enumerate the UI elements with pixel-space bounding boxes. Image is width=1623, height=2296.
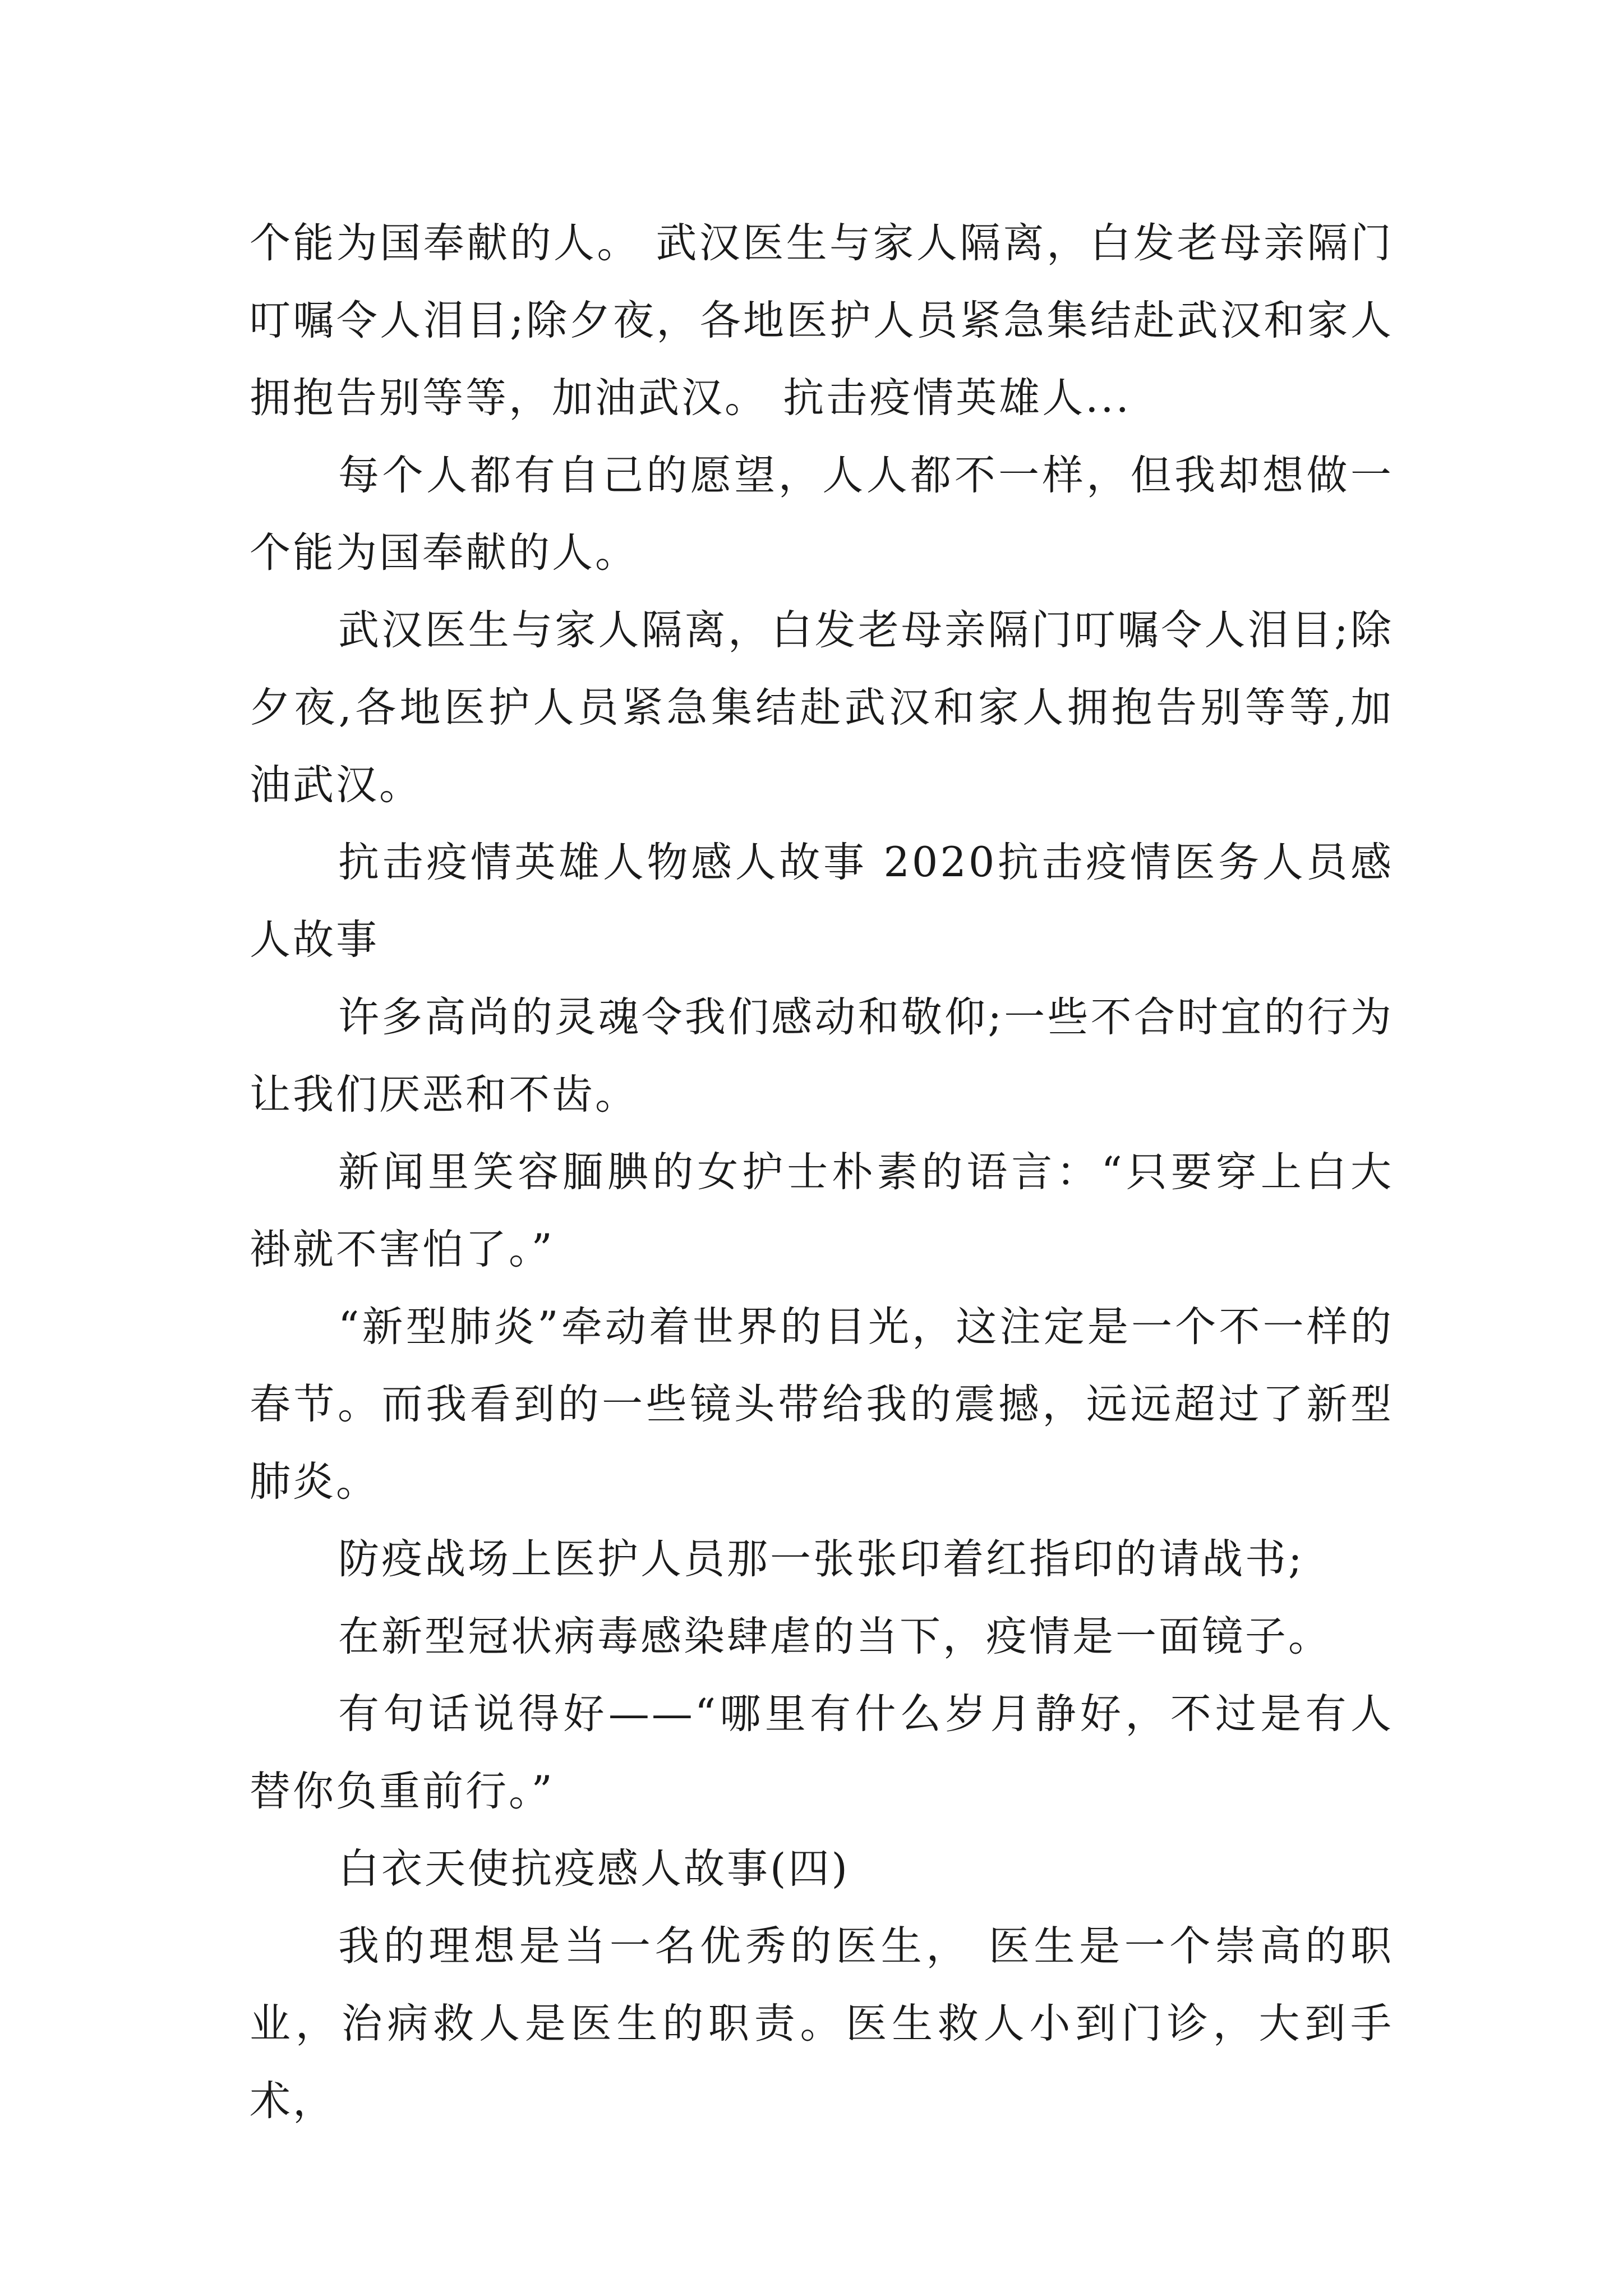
- paragraph-8: 防疫战场上医护人员那一张张印着红指印的请战书;: [338, 1535, 1304, 1583]
- section-heading: 白衣天使抗疫感人故事(四): [338, 1845, 850, 1893]
- paragraph-6: 新闻里笑容腼腆的女护士朴素的语言：“只要穿上白大褂就不害怕了。”: [250, 1148, 1394, 1273]
- paragraph-10: 有句话说得好——“哪里有什么岁月静好，不过是有人替你负重前行。”: [250, 1690, 1394, 1815]
- paragraph-2: 每个人都有自己的愿望，人人都不一样，但我却想做一个能为国奉献的人。: [250, 452, 1394, 577]
- paragraph-1: 个能为国奉献的人。 武汉医生与家人隔离，白发老母亲隔门叮嘱令人泪目;除夕夜，各地医护人员紧急集结赴武汉和家人拥抱告别等等，加油武汉。 抗击疫情英雄人...: [250, 219, 1394, 422]
- paragraph-7: “新型肺炎”牵动着世界的目光，这注定是一个不一样的春节。而我看到的一些镜头带给我的震撼，远远超过了新型肺炎。: [250, 1303, 1394, 1506]
- paragraph-4: 抗击疫情英雄人物感人故事 2020抗击疫情医务人员感人故事: [250, 839, 1394, 964]
- document-body: [250, 205, 1394, 2140]
- paragraph-5: 许多高尚的灵魂令我们感动和敬仰;一些不合时宜的行为让我们厌恶和不齿。: [250, 993, 1394, 1119]
- paragraph-3: 武汉医生与家人隔离，白发老母亲隔门叮嘱令人泪目;除夕夜,各地医护人员紧急集结赴武汉和家人拥抱告别等等,加油武汉。: [250, 606, 1394, 809]
- paragraph-9: 在新型冠状病毒感染肆虐的当下，疫情是一面镜子。: [338, 1613, 1331, 1660]
- paragraph-12: 我的理想是当一名优秀的医生， 医生是一个崇高的职业，治病救人是医生的职责。医生救人小到门诊，大到手术，: [250, 1922, 1394, 2125]
